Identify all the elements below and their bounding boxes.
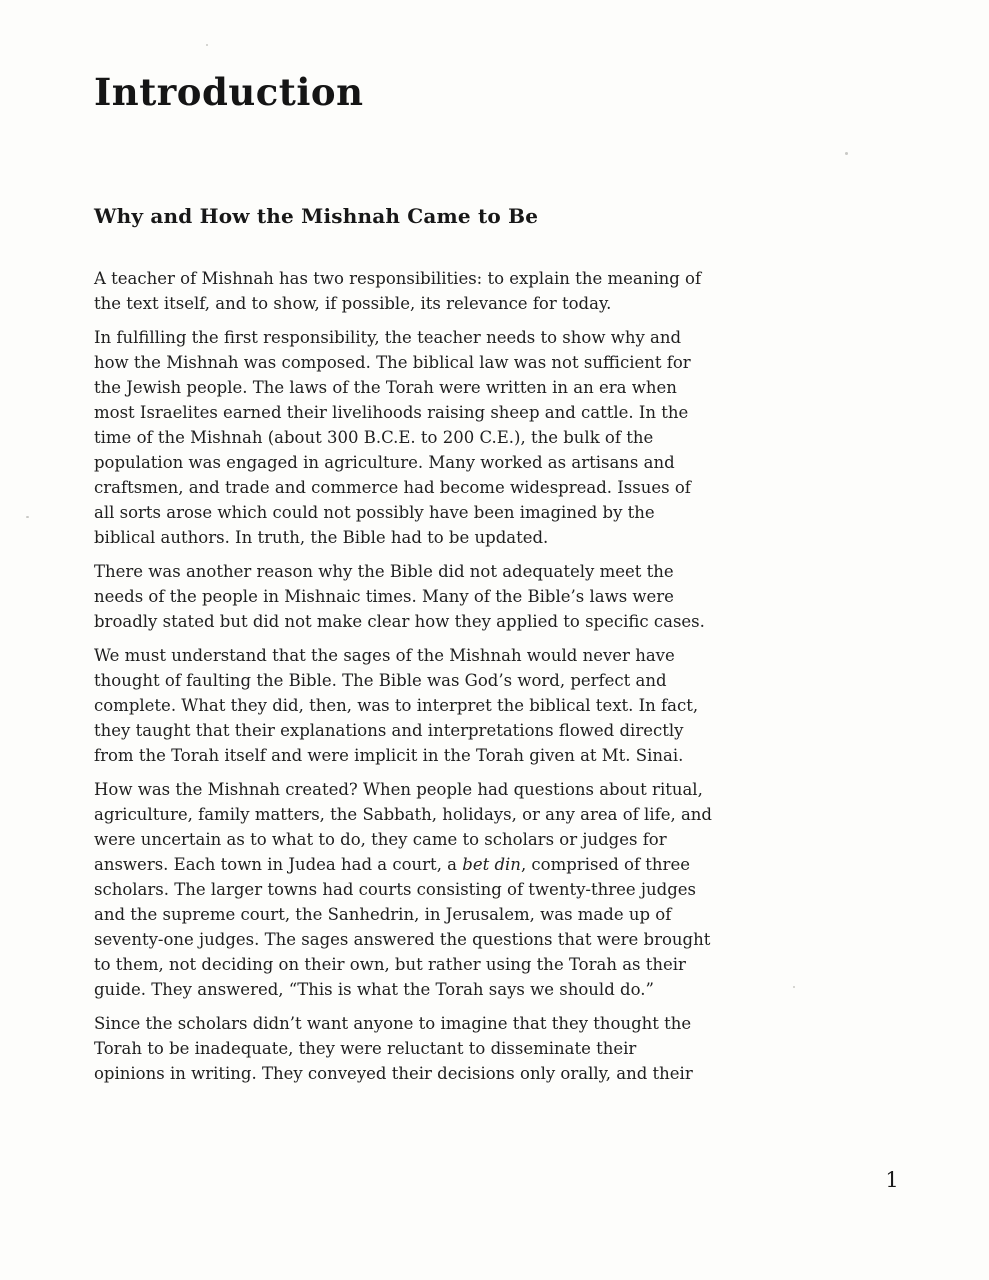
page-title: Introduction (94, 70, 364, 114)
article-body (94, 266, 712, 1086)
scan-speck (206, 44, 208, 46)
body-text: There was another reason why the Bible did not adequately meet the needs of the people in Mishnaic times. Many of the Bible’s laws were broadly stated but did not make clear how they applied to specific cases. (94, 562, 705, 631)
body-text: In fulfilling the first responsibility, the teacher needs to show why and how the Mishnah was composed. The biblical law was not sufficient for the Jewish people. The laws of the Torah were written in an era when most Israelites earned their livelihoods raising sheep and cattle. In the time of the Mishnah (about 300 B.C.E. to 200 C.E.), the bulk of the population was engaged in agriculture. Many worked as artisans and craftsmen, and trade and commerce had become widespread. Issues of all sorts arose which could not possibly have been imagined by the biblical authors. In truth, the Bible had to be updated. (94, 328, 691, 547)
body-text: , comprised of three scholars. The larger towns had courts consisting of twenty-three judges and the supreme court, the Sanhedrin, in Jerusalem, was made up of seventy-one judges. The sages answered the questions that were brought to them, not deciding on their own, but rather using the Torah as their guide. They answered, “This is what the Torah says we should do.” (94, 855, 711, 999)
scan-speck (845, 152, 848, 155)
scan-speck (793, 986, 795, 988)
page-content (94, 70, 712, 1095)
paragraph (94, 266, 712, 316)
paragraph (94, 777, 712, 1002)
paragraph (94, 559, 712, 634)
body-text: Since the scholars didn’t want anyone to imagine that they thought the Torah to be inadequate, they were reluctant to disseminate their opinions in writing. They conveyed their decisions only orally, and their (94, 1014, 693, 1083)
section-heading: Why and How the Mishnah Came to Be (94, 204, 539, 228)
body-text: A teacher of Mishnah has two responsibilities: to explain the meaning of the text itself, and to show, if possible, its relevance for today. (94, 269, 702, 313)
body-text: How was the Mishnah created? When people had questions about ritual, agriculture, family matters, the Sabbath, holidays, or any area of life, and were uncertain as to what to do, they came to scholars or judges for answers. Each town in Judea had a court, a (94, 780, 712, 874)
paragraph (94, 643, 712, 768)
paragraph (94, 1011, 712, 1086)
page-number: 1 (885, 1168, 899, 1192)
paragraph (94, 325, 712, 550)
body-text: We must understand that the sages of the Mishnah would never have thought of faulting the Bible. The Bible was God’s word, perfect and complete. What they did, then, was to interpret the biblical text. In fact, they taught that their explanations and interpretations flowed directly from the Torah itself and were implicit in the Torah given at Mt. Sinai. (94, 646, 699, 765)
italic-text: bet din (462, 855, 521, 874)
scan-speck (26, 516, 29, 518)
